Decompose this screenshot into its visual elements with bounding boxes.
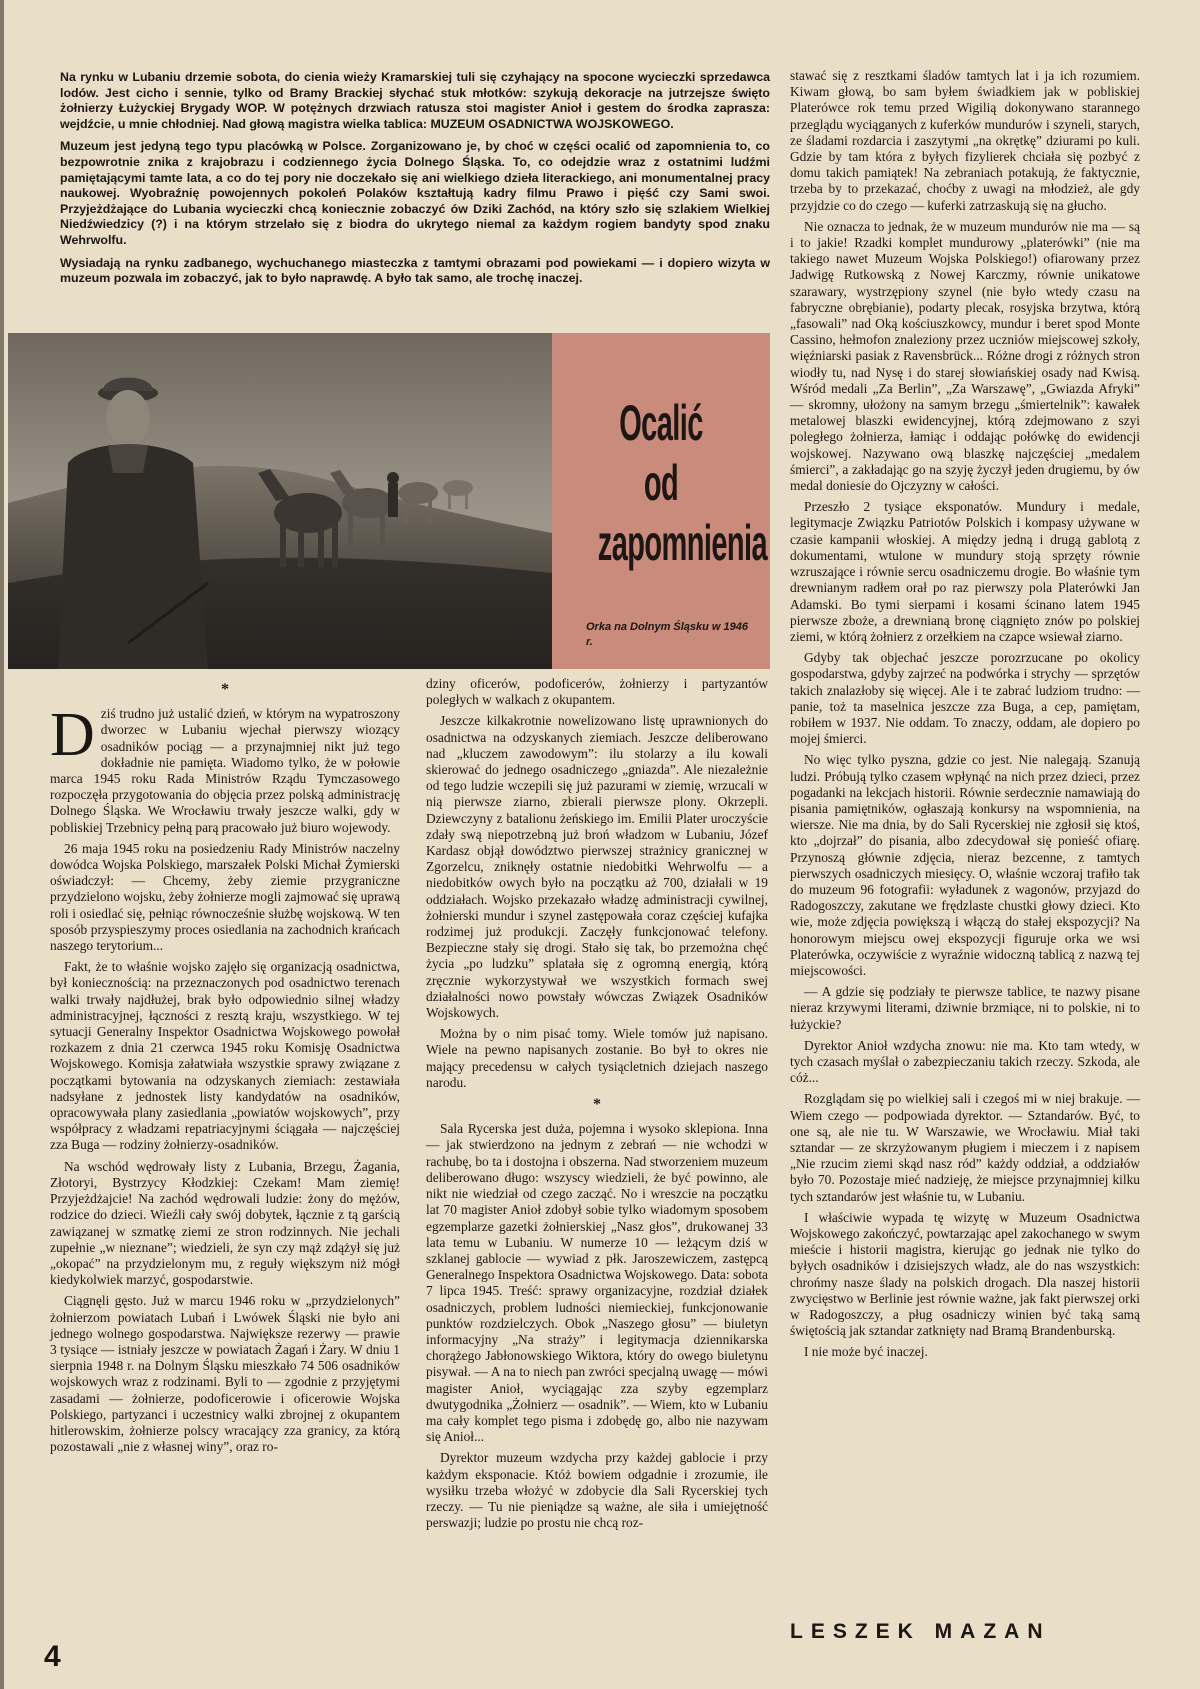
- plowing-photo-image: [8, 333, 552, 669]
- section-separator: *: [221, 681, 229, 698]
- title-line: od: [643, 455, 679, 511]
- lead-paragraphs: [60, 70, 770, 294]
- paragraph: Rozglądam się po wielkiej sali i czegoś mi w niej brakuje. — Wiem czego — podpowiada dyrektor. — Sztandarów. Być, to one są, ale nie tu. W Warszawie, we Wrocławiu. Miał taki sztandar — ze skrzyżowanym pługiem i mieczem i z napisem „Nie rzucim ziemi skąd nasz ród” każdy oddział, a oddziałów było 70. Pozostaje mieć nadzieję, że miejsce przynajmniej kilku tych sztandarów jest właśnie tu, w Lubaniu.: [790, 1091, 1140, 1204]
- paragraph: Na wschód wędrowały listy z Lubania, Brzegu, Żagania, Złotoryi, Bystrzycy Kłodzkiej: Czekam! Mam ziemię! Przyjeżdżajcie! Na zachód wędrowali ludzie: żony do mężów, rodzice do dzieci. Wieźli cały swój dobytek, łącznie z tą garścią zawiązanej w szmatkę ziemi ze stron rodzinnych. Nie jechali zupełnie „w nieznane”; wiedzieli, że syn czy mąż zdążył się już „okopać” na przydzielonym mu, z reguły większym niż mógł kiedykolwiek marzyć, gospodarstwie.: [50, 1158, 400, 1288]
- author-byline: LESZEK MAZAN: [790, 1620, 1051, 1643]
- paragraph: Dyrektor Anioł wzdycha znowu: nie ma. Kto tam wtedy, w tych czasach myślał o zabezpieczaniu takich rzeczy. Szkoda, ale cóż...: [790, 1037, 1140, 1086]
- column-3: [790, 68, 1140, 1366]
- column-2: [426, 676, 768, 1536]
- paragraph: — A gdzie się podziały te pierwsze tablice, te nazwy pisane nieraz krzywymi literami, dziwnie brzmiące, ni to polskie, ni to łużyckie?: [790, 984, 1140, 1032]
- paragraph: No więc tylko pyszna, gdzie co jest. Nie nalegają. Szanują ludzi. Próbują tylko czasem wpłynąć na nich przez dzieci, przez pogadanki na lekcjach historii. Równie serdecznie namawiają do pisania pamiętników, ogłaszają konkursy na wspomnienia, na wiersze. Nie ma dnia, by do Sali Rycerskiej nie zgłosił się ktoś, kto „dojrzał” do pisania, albo zdecydował się ponieść ofiarę. Przynoszą głównie zdjęcia, nieraz bezcenne, z tamtych pierwszych osadniczych miesięcy. O, właśnie wczoraj trafiło tak do muzeum 96 fotografii: wyładunek z wagonów, przyjazd do Radogoszczy, zakutane we frędzlaste chustki głowy dzieci. Kto wie, może zdjęcia powiększą i włączą do stałej ekspozycji? Na honorowym miejscu owej ekspozycji figuruje orka we wsi Platerówka, oczywiście z wyraźnie widoczną tablicą z nazwą tej miejscowości.: [790, 752, 1140, 978]
- paragraph: Można by o nim pisać tomy. Wiele tomów już napisano. Wiele na pewno napisanych zostanie. Bo był to okres nie mający precedensu w całych tysiącletnich dziejach naszego narodu.: [426, 1026, 768, 1090]
- page-number: 4: [44, 1640, 61, 1673]
- paragraph: Dyrektor muzeum wzdycha przy każdej gablocie i przy każdym eksponacie. Któż bowiem odgadnie i zrozumie, ile wysiłku trzeba włożyć w zdobycie dla Sali Rycerskiej tych rzeczy. — Tu nie pieniądze są ważne, ale siła i umiejętność perswazji; ludzie po prostu nie chcą roz-: [426, 1450, 768, 1531]
- drop-cap: D: [50, 701, 95, 770]
- paragraph: Jeszcze kilkakrotnie nowelizowano listę uprawnionych do osadnictwa na odzyskanych ziemiach. Jeszcze deliberowano nad „kluczem zawodowym”: ilu stolarzy a ilu kowali skierować do jednego osadniczego „gniazda”. Ale niezależnie od tego ludzie wczepili się już pazurami w ziemię, wrzucali w nią pierwsze ziarno, zbierali pierwsze plony. Okrzepli. Dziewczyny z batalionu żeńskiego im. Emilii Plater uroczyście zdały swą niepotrzebną już broń władzom w Lubaniu, Józef Kardasz objął dowództwo pierwszej strażnicy granicznej w Zgorzelcu, zniknęły ostatnie niedobitki Wehrwolfu — a niedobitków owych było na początku aż 700, działali w 19 oddziałach. Wojsko przekazało władzę administracji cywilnej, żołnierski mundur i szynel zastępowała coraz częściej kufajka rodzimej już produkcji. Zaczęły funkcjonować telefony. Bezpieczne stały się drogi. Stało się tak, bo przemożna chęć życia „po ludzku” splatała się z ogromną energią, którą zręcznie wykorzystywał we wszystkich formach swej działalności nowo powstały wówczas Związek Osadników Wojskowych.: [426, 713, 768, 1021]
- lead-paragraph: Na rynku w Lubaniu drzemie sobota, do cienia wieży Kramarskiej tuli się czyhający na spoconе wycieczki sprzedawca lodów. Jest cicho i sennie, tylko od Bramy Brackiej słychać stuk młotków: szykują dekoracje na jutrzejsze święto żołnierzy Łużyckiej Brygady WOP. W potężnych drzwiach ratusza stoi magister Anioł i gestem do środka zaprasza: wejdźcie, u mnie chłodniej. Nad głową magistra wielka tablica: MUZEUM OSADNICTWA WOJSKOWEGO.: [60, 70, 770, 131]
- paragraph: Ciągnęli gęsto. Już w marcu 1946 roku w „przydzielonych” żołnierzom powiatach Lubań i Lwówek Śląski nie było ani jednego wolnego gospodarstwa. Największe rezerwy — prawie 3 tysiące — istniały jeszcze w powiatach Żagań i Żary. W dniu 1 sierpnia 1948 r. na Dolnym Śląsku mieszkało 74 506 osadników wojskowych wraz z rodzinami. Byli to — zgodnie z przyjętymi zasadami — żołnierze, podoficerowie i oficerowie Wojska Polskiego, partyzanci i uczestnicy walki zbrojnej z okupantem hitlerowskim, żołnierze polscy wracający zza granicy, za którą pozostawali „nie z własnej winy”, oraz ro-: [50, 1293, 400, 1455]
- paragraph: I nie może być inaczej.: [804, 1344, 928, 1360]
- lead-paragraph: Muzeum jest jedyną tego typu placówką w Polsce. Zorganizowano je, by choć w części ocalić od zapomnienia to, co bezpowrotnie znika z krajobrazu i codziennego życia Dolnego Śląska. To, co odejdzie wraz z ostatnimi ludźmi pamiętającymi tamte lata, a co do tej pory nie doczekało się ani wielkiego dzieła literackiego, ani monumentalnej pracy naukowej. Wyobraźnię powojennych pokoleń Polaków kształtują kadry filmu Prawo i pięść czy Sami swoi. Przyjeżdżające do Lubania wycieczki chcą koniecznie zobaczyć ów Dziki Zachód, na który szło się szlakiem Wielkiej Niedźwiedzicy (?) i na którym strzelało się z biodra do ukrytego niemal za każdym rogiem bandyty spod znaku Wehrwolfu.: [60, 139, 770, 247]
- column-1: [50, 676, 400, 1460]
- title-line: Ocalić: [619, 395, 703, 451]
- title-line: zapomnienia: [597, 515, 768, 571]
- paragraph: Sala Rycerska jest duża, pojemna i wysoko sklepiona. Inna — jak stwierdzono na jednym z zebrań — nie wchodzi w rachubę, bo ta i dostojna i obszerna. Nad stworzeniem muzeum deliberowano długo: wszyscy wiedzieli, że być powinno, ale nikt nie wiedział od czego zacząć. No i wreszcie na początku lat 70 magister Anioł zdobył sobie tylko wiadomym sposobem egzemplarze gazetki żołnierskiej „Nasz głos”, drukowanej 33 lata temu w Lubaniu. W numerze 10 — leżącym dziś w szklanej gablocie — wywiad z płk. Jaroszewiczem, zastępcą Generalnego Inspektora Osadnictwa Wojskowego. Data: sobota 7 lipca 1945. Treść: sprawy organizacyjne, rozdział działek osadniczych, problem ludności niemieckiej, funkcjonowanie punktów rozdzielczych. Obok „Naszego głosu” — biuletyn informacyjny „Na straży” i legitymacja dziennikarska chorążego Jabłonowskiego Wiktora, który do owego biuletynu pisywał. — A na to niech pan zwróci specjalną uwagę — mówi magister Anioł, wyciągając zza szyby egzemplarz dwutygodnika „Żołnierz — osadnik”. — Wiem, kto w Lubaniu ma cały komplet tego pisma i zdobędę go, albo nie nazywam się Anioł...: [426, 1121, 768, 1445]
- paragraph: Fakt, że to właśnie wojsko zajęło się organizacją osadnictwa, był koniecznością: na przeznaczonych pod osadnictwo terenach walki trwały najdłużej, brak było odpowiednio silnej władzy administracyjnej, łączności z resztą kraju, wszystkiego. W tej sytuacji Generalny Inspektor Osadnictwa Wojskowego powołał rozkazem z dnia 21 czerwca 1945 roku Komisję Osadnictwa Wojskowego. Komisja załatwiała wszystkie sprawy związane z początkami bytowania na odzyskanych ziemiach: zestawiała nadsyłane z jednostek listy kandydatów na osadników, opracowywała plany zasiedlania „powiatów wojskowych”, przy współpracy z władzami repatriacyjnymi ściągała — najczęściej zza Buga — rodziny żołnierzy-osadników.: [50, 959, 400, 1153]
- paragraph: dziny oficerów, podoficerów, żołnierzy i partyzantów poległych w walkach z okupantem.: [426, 676, 768, 708]
- paragraph: stawać się z resztkami śladów tamtych lat i ja ich rozumiem. Kiwam głową, bo sam byłem świadkiem jak w pobliskiej Platerówce rok temu przed Wigilią dokonywano starannego przeglądu wyciąganych z kuferków mundurów i szyneli, starych, ze śladami rozdarcia i zaszytymi „na okrętkę” dziurami po kuli. Gdzie by tam która z byłych fizylierek chciała się pozbyć z domu takich pamiątek! Na zebraniach potakują, że faktycznie, trzeba by to przekazać, choćby z uwagi na młodzież, ale gdy przyjdzie co do czego — kuferki zatrzaskują się na głucho.: [790, 68, 1140, 213]
- photo-caption: Orka na Dolnym Śląsku w 1946 r.: [586, 621, 749, 648]
- article-title: [597, 393, 768, 573]
- lead-paragraph: Wysiadają na rynku zadbanego, wychuchanego miasteczka z tamtymi obrazami pod powiekami — i dopiero wizyta w muzeum pozwala im zobaczyć, jak to było naprawdę. A było tak samo, ale trochę inaczej.: [60, 255, 770, 286]
- plowing-photo: [8, 333, 552, 669]
- paragraph: Przeszło 2 tysiące eksponatów. Mundury i medale, legitymacje Związku Patriotów Polskich i kompasy używane w czasie kampanii włoskiej. A między jedną i drugą gablotą z dokumentami, wtulone w mundury stoją sprzęty równie wzruszające i równie sercu osadniczemu drogie. Bo właśnie tym drewnianym radłem orał po raz pierwszy pola Platerówki Jan Adamski. Bo tymi sierpami i kosami ścinano latem 1945 pierwsze zboże, a drewnianą bronę ciągnięto znów po polskiej ziemi, w którą żołnierz z orzełkiem na czapce wsiewał ziarno.: [790, 499, 1140, 644]
- paragraph: Gdyby tak objechać jeszcze porozrzucane po okolicy gospodarstwa, gdyby zajrzeć na podwórka i strychy — sprzętów takich znalazłoby się więcej. Ale i te zabrać ludziom trudno: — panie, toż ta maselnica jeszcze zza Buga, a cep, pamiętam, robiłem w 1937. Nie oddam. To znaczy, oddam, ale dopiero po mojej śmierci.: [790, 650, 1140, 747]
- page-edge: [0, 0, 4, 1689]
- paragraph: [50, 701, 400, 836]
- paragraph-text: ziś trudno już ustalić dzień, w którym na wypatroszony dworzec w Lubaniu wjechał pierwszy wiozący osadników pociąg — a przynajmniej nikt już tego dokładnie nie pamięta. Wiadomo tylko, że w połowie marca 1945 roku Rada Ministrów Rządu Tymczasowego rozpoczęła przygotowania do objęcia przez polską administrację Dolnego Śląska. We Wrocławiu trwały jeszcze walki, gdy w pobliskiej Trzebnicy pełną parą pracowało już biuro wojewody.: [50, 706, 400, 835]
- paragraph: 26 maja 1945 roku na posiedzeniu Rady Ministrów naczelny dowódca Wojska Polskiego, marszałek Polski Michał Żymierski oświadczył: — Chcemy, żeby ziemie przygraniczne przydzielono wojsku, żeby żołnierze mogli zajmować się uprawą roli i osiedlać się, pełniąc równocześnie służbę wojskową. W ten sposób przyspieszymy proces osiedlania na zachodnich krańcach naszego terytorium...: [50, 840, 400, 954]
- paragraph: I właściwie wypada tę wizytę w Muzeum Osadnictwa Wojskowego zakończyć, powtarzając apel zakochanego w swym mieście i historii magistra, kierując go jednak nie tylko do byłych osadników i dzisiejszych władz, ale do nas wszystkich: chrońmy nasze ślady na polskich drogach. Dla naszej historii zwycięstwo w Berlinie jest równie ważne, jak fakt pierwszej orki w Radogoszczy, a pług osadniczy winien być taką samą świętością jak sztandar zatknięty nad Bramą Brandenburską.: [790, 1209, 1140, 1339]
- section-separator: *: [593, 1096, 601, 1114]
- paragraph: Nie oznacza to jednak, że w muzeum mundurów nie ma — są i to jakie! Rzadki komplet mundurowy „platerówki” (nie ma takiego nawet Muzeum Wojska Polskiego!) ofiarowany przez Jadwigę Rutkowską z Nowej Karczmy, równie unikatowe szarawary, wystrzępiony szynel (nie było wtedy czasu na fabryczne obrębianie), podarty plecak, rosyjska brzytwa, którą „fasowali” nad Oką kościuszkowcy, mundur i beret spod Monte Cassino, hełmofon znaleziony przez uczniów miejscowej szkoły, więźniarski pasiak z Ravensbrück... Różne drogi z różnych stron wiodły tu, nad Nysę i do starej słowiańskiej osady nad Kwisą. Wśród medali „Za Berlin”, „Za Warszawę”, „Gwiazda Afryki” — skromny, ułożony na samym brzegu „śmiertelnik”: kawałek metalowej blaszki ewidencyjnej, którą zdejmowano z szyi poległego żołnierza, łamiąc i oddając połówkę do ewidencji wojskowej. Nazywano ową blaszkę najczęściej „medalem śmierci”, a zakładając go na szyję życzył jeden drugiemu, by ów medal doniesie do Ojczyzny w całości.: [790, 218, 1140, 494]
- title-panel: [552, 333, 770, 669]
